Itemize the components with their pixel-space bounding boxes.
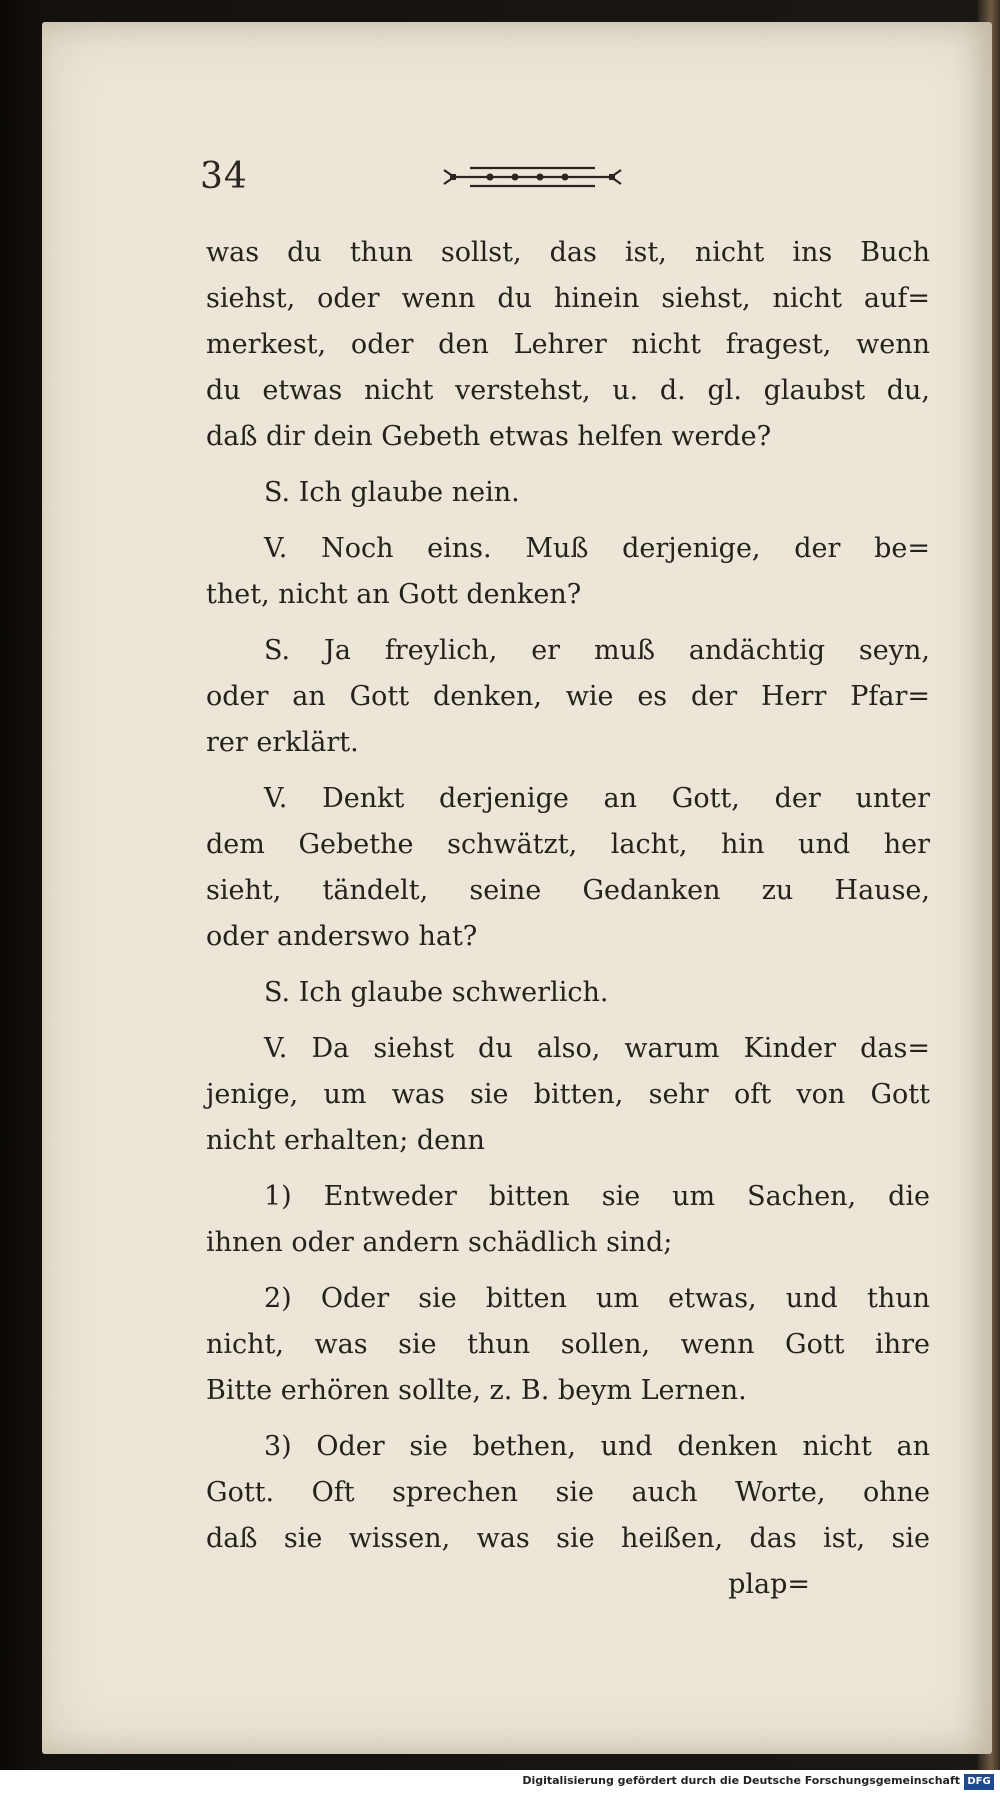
text-line: merkest, oder den Lehrer nicht fragest, wenn	[206, 329, 930, 360]
text-line: siehst, oder wenn du hinein siehst, nicht auf=	[206, 283, 930, 314]
book-page	[42, 22, 992, 1754]
paragraph-gap	[206, 516, 930, 526]
text-line: daß dir dein Gebeth etwas helfen werde?	[206, 421, 772, 452]
text-line: V. Da siehst du also, warum Kinder das=	[264, 1033, 930, 1064]
paragraph-gap	[206, 1016, 930, 1026]
text-line: Bitte erhören sollte, z. B. beym Lernen.	[206, 1375, 747, 1406]
paragraph-gap	[206, 766, 930, 776]
text-line: du etwas nicht verstehst, u. d. gl. glaubst du,	[206, 375, 930, 406]
text-line: nicht erhalten; denn	[206, 1125, 485, 1156]
dfg-logo: DFG	[964, 1774, 994, 1790]
text-line: was du thun sollst, das ist, nicht ins Buch	[206, 237, 930, 268]
page-number: 34	[200, 156, 248, 197]
text-line: daß sie wissen, was sie heißen, das ist, sie	[206, 1523, 930, 1554]
text-line: jenige, um was sie bitten, sehr oft von Gott	[206, 1079, 930, 1110]
page-body-text	[206, 230, 930, 1608]
text-line: rer erklärt.	[206, 727, 359, 758]
text-line: 3) Oder sie bethen, und denken nicht an	[264, 1431, 930, 1462]
text-line: thet, nicht an Gott denken?	[206, 579, 582, 610]
text-line: ihnen oder andern schädlich sind;	[206, 1227, 673, 1258]
paragraph-gap	[206, 618, 930, 628]
text-line: dem Gebethe schwätzt, lacht, hin und her	[206, 829, 930, 860]
text-line: S. Ja freylich, er muß andächtig seyn,	[264, 635, 930, 666]
text-line: 2) Oder sie bitten um etwas, und thun	[264, 1283, 930, 1314]
text-line: 1) Entweder bitten sie um Sachen, die	[264, 1181, 930, 1212]
text-line: S. Ich glaube schwerlich.	[264, 977, 609, 1008]
digitization-footer	[0, 1770, 1000, 1795]
footer-credit: Digitalisierung gefördert durch die Deutsche Forschungsgemeinschaft	[522, 1774, 960, 1787]
text-line: V. Noch eins. Muß derjenige, der be=	[264, 533, 930, 564]
page-header	[200, 156, 820, 206]
text-line: nicht, was sie thun sollen, wenn Gott ihre	[206, 1329, 930, 1360]
text-line: Gott. Oft sprechen sie auch Worte, ohne	[206, 1477, 930, 1508]
paragraph-gap	[206, 1164, 930, 1174]
text-line: V. Denkt derjenige an Gott, der unter	[264, 783, 930, 814]
text-line: oder an Gott denken, wie es der Herr Pfar=	[206, 681, 930, 712]
paragraph-gap	[206, 960, 930, 970]
text-line: plap=	[728, 1569, 810, 1600]
text-line: oder anderswo hat?	[206, 921, 478, 952]
paragraph-gap	[206, 1414, 930, 1424]
text-line: sieht, tändelt, seine Gedanken zu Hause,	[206, 875, 930, 906]
paragraph-gap	[206, 1266, 930, 1276]
paragraph-gap	[206, 460, 930, 470]
ornament-rule-icon	[440, 162, 625, 192]
text-line: S. Ich glaube nein.	[264, 477, 520, 508]
